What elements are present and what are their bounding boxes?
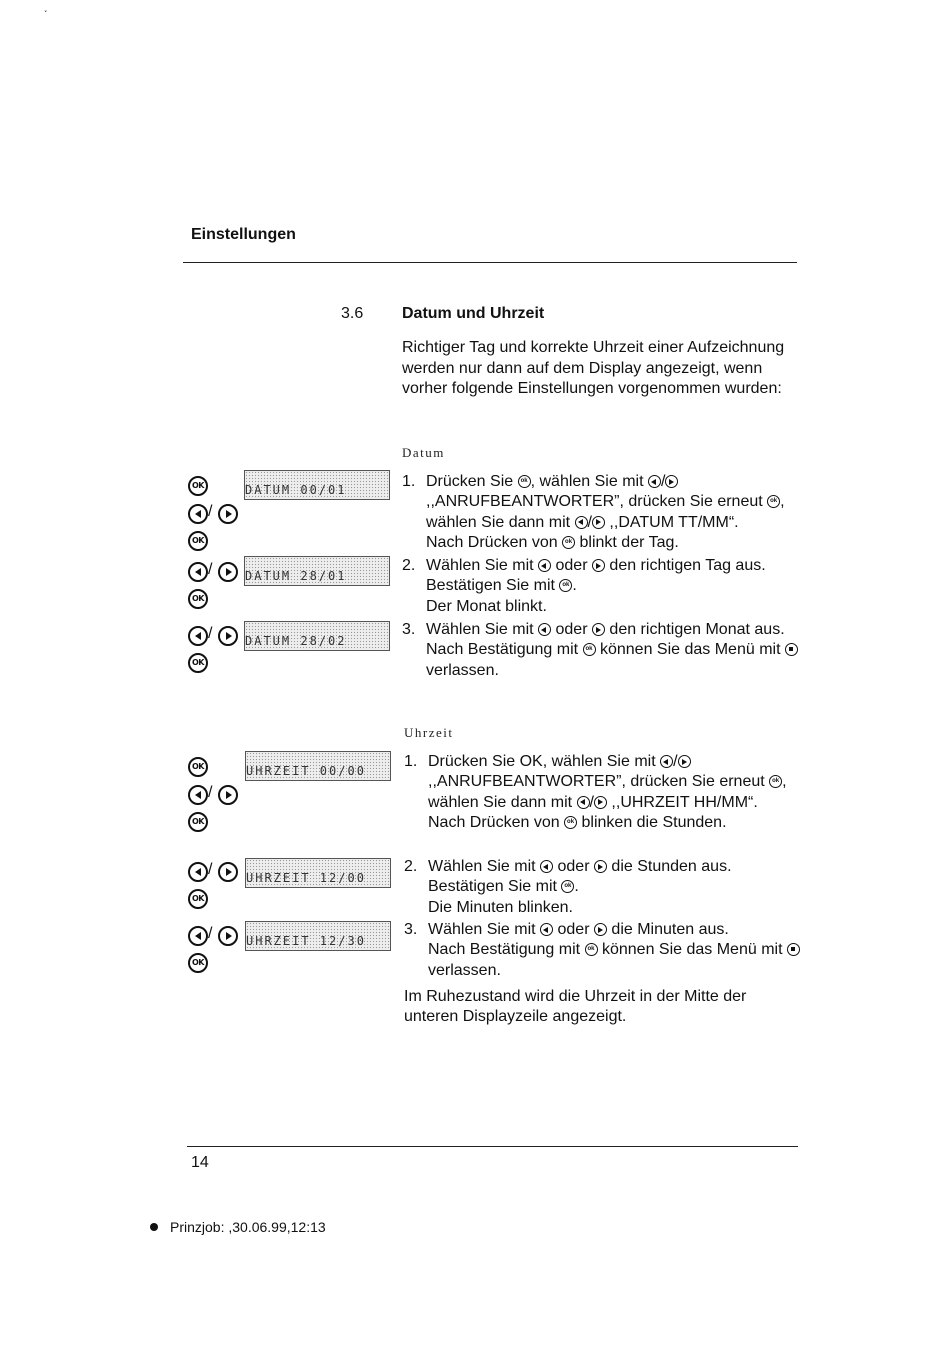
uhrzeit-closing: Im Ruhezustand wird die Uhrzeit in der Mitte der unteren Displayzeile angezeigt. [404,988,747,1026]
ok-icon [561,880,574,893]
lcd-display-text: UHRZEIT 12/30 [246,934,366,948]
ok-icon [518,475,531,488]
right-arrow-icon [218,785,238,805]
page-header-title: Einstellungen [191,226,296,243]
left-arrow-icon [188,626,208,646]
right-arrow-icon [592,623,605,636]
left-arrow-icon [188,504,208,524]
left-arrow-icon [660,755,673,768]
footer-rule [187,1146,798,1147]
right-arrow-icon [594,796,607,809]
right-arrow-icon [218,926,238,946]
header-rule [183,262,797,263]
lcd-display-text: UHRZEIT 12/00 [246,871,366,885]
lcd-display [245,858,391,888]
page-number: 14 [191,1154,209,1171]
left-arrow-icon [538,559,551,572]
ok-button-icon: OK [188,589,208,609]
right-arrow-icon [218,626,238,646]
step-text: Drücken Sie ok, wählen Sie mit / ,,ANRUFBEANTWORTER”, drücken Sie erneut ok, wählen Sie dann mit / ,,DATUM TT/MM“. Nach Drücken von ok blinkt der Tag. [426,472,801,553]
right-arrow-icon [592,516,605,529]
ok-button-icon: OK [188,476,208,496]
lcd-display-text: DATUM 28/01 [245,569,347,583]
left-arrow-icon [575,516,588,529]
ok-icon [585,943,598,956]
left-arrow-icon [188,926,208,946]
right-arrow-icon [218,562,238,582]
slash-separator: / [208,561,213,578]
lcd-display [244,556,390,586]
step-text: Wählen Sie mit oder den richtigen Tag aus. Bestätigen Sie mit ok. Der Monat blinkt. [426,556,801,617]
left-arrow-icon [188,785,208,805]
ok-icon [769,775,782,788]
ok-button-icon: OK [188,889,208,909]
ok-button-icon: OK [188,653,208,673]
step-text: Drücken Sie OK, wählen Sie mit / ,,ANRUFBEANTWORTER”, drücken Sie erneut ok, wählen Sie dann mit / ,,UHRZEIT HH/MM“. Nach Drücken von ok blinken die Stunden. [428,752,803,833]
lcd-display [244,621,390,651]
ok-icon [564,816,577,829]
ok-icon [767,495,780,508]
ok-button-icon: OK [188,757,208,777]
right-arrow-icon [592,559,605,572]
step-number: 2. [402,557,416,574]
step-number: 3. [402,621,416,638]
right-arrow-icon [594,923,607,936]
ok-icon [559,579,572,592]
slash-separator: / [208,503,213,520]
slash-separator: / [208,861,213,878]
ok-button-icon: OK [188,531,208,551]
step-number: 1. [402,473,416,490]
left-arrow-icon [540,923,553,936]
right-arrow-icon [218,504,238,524]
datum-heading: Datum [402,445,445,460]
corner-mark: ˯ [44,2,48,13]
print-job-text: Prinzjob: ,30.06.99,12:13 [170,1219,326,1235]
stop-icon [787,943,800,956]
lcd-display [245,921,391,951]
right-arrow-icon [678,755,691,768]
ok-icon [562,536,575,549]
right-arrow-icon [665,475,678,488]
left-arrow-icon [538,623,551,636]
step-number: 3. [404,921,418,938]
lcd-display-text: DATUM 00/01 [245,483,347,497]
uhrzeit-heading: Uhrzeit [404,725,454,740]
step-text: Wählen Sie mit oder die Minuten aus. Nach Bestätigung mit ok können Sie das Menü mit verlassen. [428,920,803,981]
lcd-display [245,751,391,781]
lcd-display-text: DATUM 28/02 [245,634,347,648]
section-number: 3.6 [341,305,364,322]
right-arrow-icon [594,860,607,873]
left-arrow-icon [648,475,661,488]
stop-icon [785,643,798,656]
bullet-icon [150,1223,158,1231]
step-number: 1. [404,753,418,770]
right-arrow-icon [218,862,238,882]
slash-separator: / [208,784,213,801]
lcd-display-text: UHRZEIT 00/00 [246,764,366,778]
slash-separator: / [208,625,213,642]
ok-button-icon: OK [188,953,208,973]
section-title: Datum und Uhrzeit [402,305,545,322]
section-intro: Richtiger Tag und korrekte Uhrzeit einer Aufzeichnung werden nur dann auf dem Display angezeigt, wenn vorher folgende Einstellungen vorgenommen wurden: [402,339,785,397]
ok-button-icon: OK [188,812,208,832]
slash-separator: / [208,925,213,942]
lcd-display [244,470,390,500]
left-arrow-icon [577,796,590,809]
left-arrow-icon [188,562,208,582]
step-text: Wählen Sie mit oder den richtigen Monat aus. Nach Bestätigung mit ok können Sie das Menü mit verlassen. [426,620,801,681]
left-arrow-icon [540,860,553,873]
step-number: 2. [404,858,418,875]
step-text: Wählen Sie mit oder die Stunden aus. Bestätigen Sie mit ok. Die Minuten blinken. [428,857,803,918]
print-job-line [150,1219,326,1235]
left-arrow-icon [188,862,208,882]
ok-icon [583,643,596,656]
